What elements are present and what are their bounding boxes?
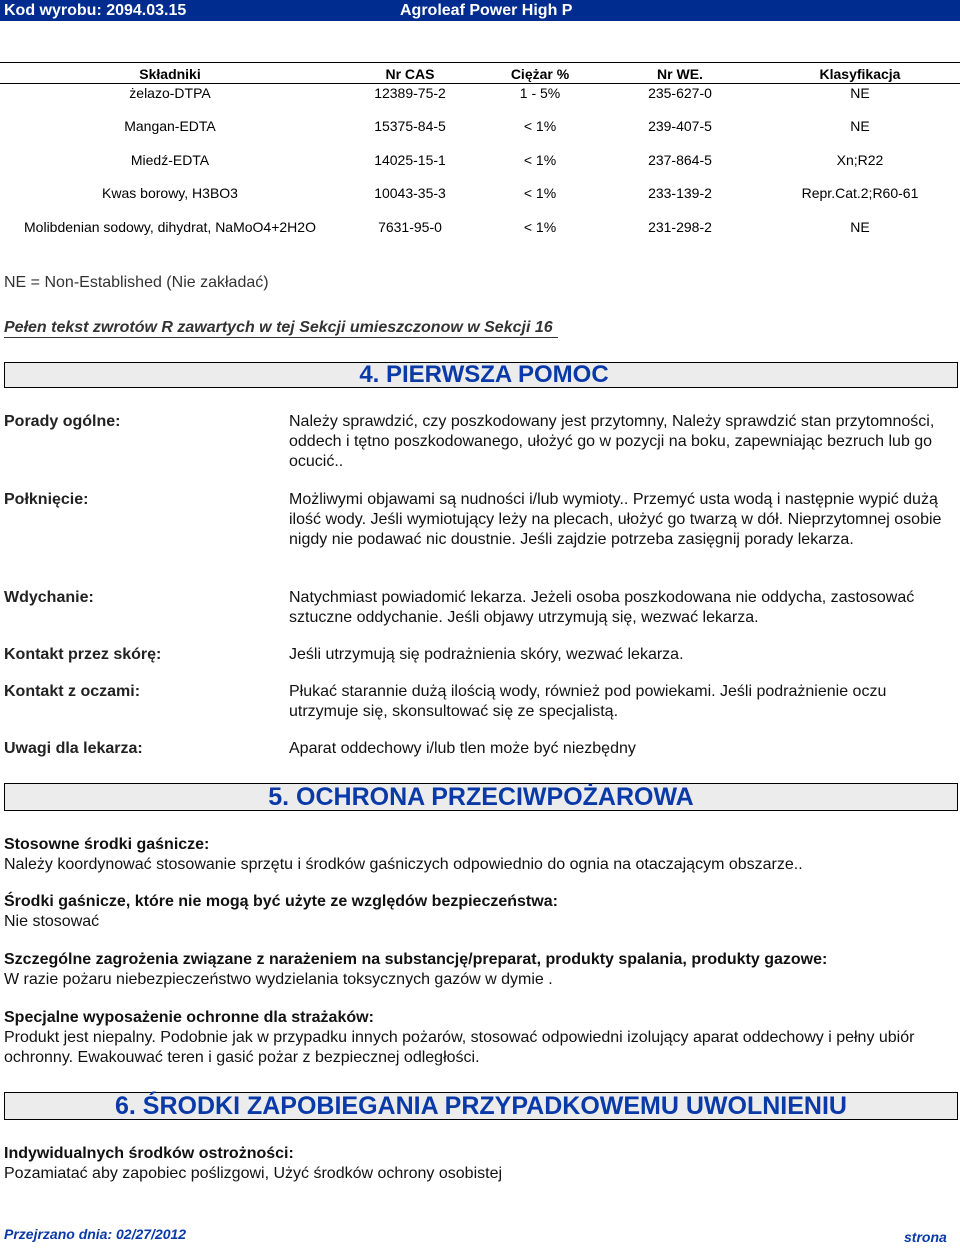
table-cell: 14025-15-1 xyxy=(374,151,446,168)
column-header: Nr WE. xyxy=(600,63,760,84)
table-cell: < 1% xyxy=(523,218,557,235)
product-title: Agroleaf Power High P xyxy=(400,2,573,19)
table-cell: żelazo-DTPA xyxy=(129,85,211,101)
table-cell: 10043-35-3 xyxy=(374,184,446,201)
table-cell: NE xyxy=(850,117,870,134)
first-aid-label-physician: Uwagi dla lekarza: xyxy=(4,740,143,757)
section-4-header xyxy=(4,362,958,388)
first-aid-label-general: Porady ogólne: xyxy=(4,413,121,430)
table-cell: Molibdenian sodowy, dihydrat, NaMoO4+2H2O xyxy=(24,218,316,235)
ne-legend: NE = Non-Established (Nie zakładać) xyxy=(4,274,269,291)
table-row xyxy=(0,108,960,146)
first-aid-label-inhalation: Wdychanie: xyxy=(4,589,94,606)
section-5-header xyxy=(4,783,958,811)
fire-answer-suitable: Należy koordynować stosowanie sprzętu i środków gaśniczych odpowiednio do ognia na otaczającym obszarze.. xyxy=(4,856,803,873)
table-cell: Kwas borowy, H3BO3 xyxy=(102,184,238,201)
column-header: Klasyfikacja xyxy=(760,63,960,84)
table-cell: Xn;R22 xyxy=(836,151,884,168)
table-cell: 239-407-5 xyxy=(648,117,712,134)
fire-answer-equipment: Produkt jest niepalny. Podobnie jak w przypadku innych pożarów, stosować odpowiedni izolujący aparat oddechowy i pełny ubiór ochronny. Ewakouwać teren i gasić pożar z bezpiecznej odległości. xyxy=(4,1029,915,1066)
fire-question-suitable: Stosowne środki gaśnicze: xyxy=(4,836,210,853)
table-cell: < 1% xyxy=(523,117,557,134)
product-code: Kod wyrobu: 2094.03.15 xyxy=(4,2,187,19)
table-cell: 7631-95-0 xyxy=(378,218,442,235)
table-cell: 237-864-5 xyxy=(648,151,712,168)
composition-table xyxy=(0,62,960,245)
first-aid-text-skin: Jeśli utrzymują się podrażnienia skóry, wezwać lekarza. xyxy=(289,646,684,663)
section-6-title: 6. ŚRODKI ZAPOBIEGANIA PRZYPADKOWEMU UWOLNIENIU xyxy=(115,1092,847,1120)
fire-question-hazards: Szczególne zagrożenia związane z narażeniem na substancję/preparat, produkty spalania, produkty gazowe: xyxy=(4,951,828,968)
table-header-row xyxy=(0,63,960,84)
fire-question-equipment: Specjalne wyposażenie ochronne dla strażaków: xyxy=(4,1009,374,1026)
release-answer-personal: Pozamiatać aby zapobiec poślizgowi, Użyć środków ochrony osobistej xyxy=(4,1165,503,1182)
first-aid-label-eyes: Kontakt z oczami: xyxy=(4,683,141,700)
table-cell: < 1% xyxy=(523,151,557,168)
table-cell: 15375-84-5 xyxy=(374,117,446,134)
table-cell: NE xyxy=(850,218,870,235)
table-cell: Mangan-EDTA xyxy=(124,117,216,134)
column-header: Nr CAS xyxy=(340,63,480,84)
first-aid-text-physician: Aparat oddechowy i/lub tlen może być niezbędny xyxy=(289,740,636,757)
table-cell: Repr.Cat.2;R60-61 xyxy=(801,184,919,201)
table-row xyxy=(0,84,960,108)
first-aid-text-eyes: Płukać starannie dużą ilością wody, również pod powiekami. Jeśli podrażnienie oczu utrzymuje się, skonsultować się ze specjalistą. xyxy=(289,683,887,720)
column-header: Składniki xyxy=(0,63,340,84)
first-aid-label-ingestion: Połknięcie: xyxy=(4,491,89,508)
first-aid-text-ingestion: Możliwymi objawami są nudności i/lub wymioty.. Przemyć usta wodą i następnie wypić dużą ilość wody. Jeśli wymiotujący leży na plecach, ułożyć go twarzą w dół. Nieprzytomnej osobie nigdy nie podawać nic doustnie. Jeśli zajdzie potrzeba zasięgnij porady lekarza. xyxy=(289,491,942,548)
table-cell: Miedź-EDTA xyxy=(130,151,210,168)
table-row xyxy=(0,179,960,212)
table-cell: NE xyxy=(850,85,870,101)
first-aid-text-inhalation: Natychmiast powiadomić lekarza. Jeżeli osoba poszkodowana nie oddycha, zastosować sztuczne oddychanie. Jeśli objawy utrzymują się, wezwać lekarza. xyxy=(289,589,915,626)
r-phrases-note: Pełen tekst zwrotów R zawartych w tej Sekcji umieszczonow w Sekcji 16 xyxy=(4,318,558,338)
table-row xyxy=(0,146,960,179)
table-cell: 231-298-2 xyxy=(648,218,712,235)
review-date: Przejrzano dnia: 02/27/2012 xyxy=(4,1226,187,1242)
table-cell: < 1% xyxy=(523,184,557,201)
fire-answer-hazards: W razie pożaru niebezpieczeństwo wydzielania toksycznych gazów w dymie . xyxy=(4,971,553,988)
first-aid-text-general: Należy sprawdzić, czy poszkodowany jest przytomny, Należy sprawdzić stan przytomności, oddech i tętno poszkodowanego, ułożyć go w pozycji na boku, zapewniając bezruch lub go ocucić.. xyxy=(289,413,935,470)
column-header: Ciężar % xyxy=(480,63,600,84)
table-cell: 12389-75-2 xyxy=(374,85,446,101)
section-5-title: 5. OCHRONA PRZECIWPOŻAROWA xyxy=(268,783,694,811)
table-cell: 233-139-2 xyxy=(648,184,712,201)
table-cell: 235-627-0 xyxy=(648,85,712,101)
section-4-title: 4. PIERWSZA POMOC xyxy=(359,361,609,388)
section-6-header xyxy=(4,1092,958,1120)
table-cell: 1 - 5% xyxy=(519,85,561,101)
release-question-personal: Indywidualnych środków ostrożności: xyxy=(4,1145,294,1162)
fire-answer-unsuitable: Nie stosować xyxy=(4,913,100,930)
fire-question-unsuitable: Środki gaśnicze, które nie mogą być użyte ze względów bezpieczeństwa: xyxy=(4,893,558,910)
first-aid-label-skin: Kontakt przez skórę: xyxy=(4,646,162,663)
page-label: strona xyxy=(904,1229,947,1245)
table-row xyxy=(0,212,960,245)
